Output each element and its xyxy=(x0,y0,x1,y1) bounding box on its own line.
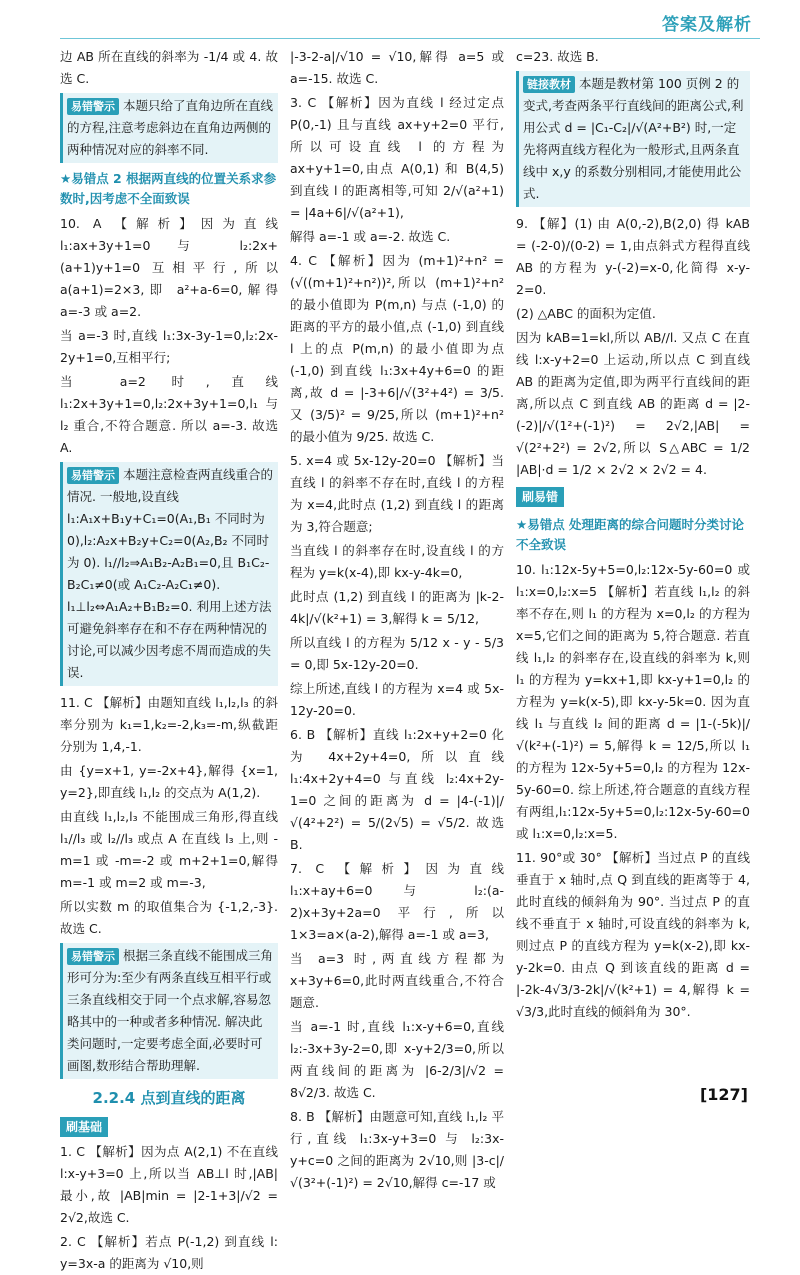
solution-paragraph: 3. C 【解析】因为直线 l 经过定点 P(0,-1) 且与直线 ax+y+2=0 平行,所以可设直线 l 的方程为 ax+y+1=0,由点 A(0,1) 和 B(4,5) 到直线 l 的距离相等,可知 2/√(a²+1) = |4a+6|/√(a²+1), xyxy=(290,95,504,220)
solution-paragraph: 当直线 l 的斜率存在时,设直线 l 的方程为 y=k(x-4),即 kx-y-4k=0, xyxy=(290,543,504,580)
tip-text: 本题注意检查两直线重合的情况. 一般地,设直线 l₁:A₁x+B₁y+C₁=0(A₁,B₁ 不同时为 0),l₂:A₂x+B₂y+C₂=0(A₂,B₂ 不同时为 0). l₁//l₂⇒A₁B₂-A₂B₁=0,且 B₁C₂-B₂C₁≠0(或 A₁C₂-A₂C₁≠0). l₁⊥l₂⇔A₁A₂+B₁B₂=0. 利用上述方法可避免斜率存在和不存在两种情况的讨论,可以减少因考虑不周而造成的失误. xyxy=(67,467,274,680)
solution-paragraph: 边 AB 所在直线的斜率为 -1/4 或 4. 故选 C. xyxy=(60,49,278,86)
error-point-heading: ★易错点 处理距离的综合问题时分类讨论不全致误 xyxy=(516,517,745,552)
tip-label: 易错警示 xyxy=(67,948,119,965)
solution-paragraph: 当 a=-1 时,直线 l₁:x-y+6=0,直线 l₂:-3x+3y-2=0,即 x-y+2/3=0,所以两直线间的距离为 |6-2/3|/√2 = 8√2/3. 故选 C. xyxy=(290,1019,504,1100)
tip-text: 本题只给了直角边所在直线的方程,注意考虑斜边在直角边两侧的两种情况对应的斜率不同. xyxy=(67,98,274,157)
tip-box xyxy=(60,943,278,1079)
solution-paragraph: |-3-2-a|/√10 = √10,解得 a=5 或 a=-15. 故选 C. xyxy=(290,49,504,86)
column-3 xyxy=(516,46,750,1060)
solution-paragraph: 当 a=2 时,直线 l₁:2x+3y+1=0,l₂:2x+3y+1=0,l₁ 与 l₂ 重合,不符合题意. 所以 a=-3. 故选 A. xyxy=(60,374,278,455)
solution-paragraph: 所以实数 m 的取值集合为 {-1,2,-3}. 故选 C. xyxy=(60,899,278,936)
solution-paragraph: 10. A 【解析】因为直线 l₁:ax+3y+1=0 与 l₂:2x+(a+1)y+1=0 互相平行,所以 a(a+1)=2×3,即 a²+a-6=0,解得 a=-3 或 a=2. xyxy=(60,216,278,319)
category-tag: 刷易错 xyxy=(516,487,564,507)
solution-paragraph: 因为 kAB=1=kl,所以 AB//l. 又点 C 在直线 l:x-y+2=0 上运动,所以点 C 到直线 AB 的距离为定值,即为两平行直线间的距离,所以点 C 到直线 AB 的距离 d = |2-(-2)|/√(1²+(-1)²) = 2√2,|AB| = √(2²+2²) = 2√2,所以 S△ABC = 1/2 |AB|·d = 1/2 × 2√2 × 2√2 = 4. xyxy=(516,330,750,477)
solution-paragraph: 由直线 l₁,l₂,l₃ 不能围成三角形,得直线 l₁//l₃ 或 l₂//l₃ 或点 A 在直线 l₃ 上,则 -m=1 或 -m=-2 或 m+2+1=0,解得 m=-1 或 m=2 或 m=-3, xyxy=(60,809,278,890)
category-tag: 刷基础 xyxy=(60,1117,108,1137)
solution-paragraph: 11. C 【解析】由题知直线 l₁,l₂,l₃ 的斜率分别为 k₁=1,k₂=-2,k₃=-m,纵截距分别为 1,4,-1. xyxy=(60,695,278,754)
solution-paragraph: 10. l₁:12x-5y+5=0,l₂:12x-5y-60=0 或 l₁:x=0,l₂:x=5 【解析】若直线 l₁,l₂ 的斜率不存在,则 l₁ 的方程为 x=0,l₂ 的方程为 x=5,它们之间的距离为 5,符合题意. 若直线 l₁,l₂ 的斜率存在,设直线的斜率为 k,则 l₁ 的方程为 y=kx+1,即 kx-y+1=0,l₂ 的方程为 y=k(x-5),即 kx-y-5k=0. 因为直线 l₁ 与直线 l₂ 间的距离 d = |1-(-5k)|/√(k²+(-1)²) = 5,解得 k = 12/5,所以 l₁ 的方程为 12x-5y+5=0,l₂ 的方程为 12x-5y-60=0. 综上所述,符合题意的直线方程有两组,l₁:12x-5y+5=0,l₂:12x-5y-60=0 或 l₁:x=0,l₂:x=5. xyxy=(516,562,750,841)
page-number: [127] xyxy=(699,1085,748,1104)
tip-box xyxy=(60,93,278,163)
section-title: 2.2.4 点到直线的距离 xyxy=(92,1089,246,1107)
solution-paragraph: 此时点 (1,2) 到直线 l 的距离为 |k-2-4k|/√(k²+1) = 3,解得 k = 5/12, xyxy=(290,589,504,626)
column-1 xyxy=(60,46,278,1271)
solution-paragraph: c=23. 故选 B. xyxy=(516,49,599,64)
solution-paragraph: 由 {y=x+1, y=-2x+4},解得 {x=1, y=2},即直线 l₁,l₂ 的交点为 A(1,2). xyxy=(60,763,278,800)
solution-paragraph: 8. B 【解析】由题意可知,直线 l₁,l₂ 平行,直线 l₁:3x-y+3=0 与 l₂:3x-y+c=0 之间的距离为 2√10,则 |3-c|/√(3²+(-1)²) = 2√10,解得 c=-17 或 xyxy=(290,1109,504,1190)
solution-paragraph: 5. x=4 或 5x-12y-20=0 【解析】当直线 l 的斜率不存在时,直线 l 的方程为 x=4,此时点 (1,2) 到直线 l 的距离为 3,符合题意; xyxy=(290,453,504,534)
solution-paragraph: 2. C 【解析】若点 P(-1,2) 到直线 l: y=3x-a 的距离为 √10,则 xyxy=(60,1234,278,1271)
solution-paragraph: 解得 a=-1 或 a=-2. 故选 C. xyxy=(290,229,451,244)
solution-paragraph: (2) △ABC 的面积为定值. xyxy=(516,306,656,321)
header-divider xyxy=(60,38,760,39)
tip-label: 易错警示 xyxy=(67,98,119,115)
tip-label: 易错警示 xyxy=(67,467,119,484)
tip-text: 本题是教材第 100 页例 2 的变式,考查两条平行直线间的距离公式,利用公式 d = |C₁-C₂|/√(A²+B²) 时,一定先将两直线方程化为一般形式,且两条直线中 x,y 的系数分别相同,才能使用此公式. xyxy=(523,76,744,201)
solution-paragraph: 11. 90°或 30° 【解析】当过点 P 的直线垂直于 x 轴时,点 Q 到直线的距离等于 4,此时直线的倾斜角为 90°. 当过点 P 的直线不垂直于 x 轴时,可设直线的斜率为 k,则过点 P 的直线方程为 y=k(x-2),即 kx-y-2k=0. 由点 Q 到该直线的距离 d = |-2k-4√3/3-2k|/√(k²+1) = 4,解得 k = √3/3,此时直线的倾斜角为 30°. xyxy=(516,850,750,1019)
solution-paragraph: 综上所述,直线 l 的方程为 x=4 或 5x-12y-20=0. xyxy=(290,681,504,718)
error-point-heading: ★易错点 2 根据两直线的位置关系求参数时,因考虑不全面致误 xyxy=(60,171,277,206)
tip-label: 链接教材 xyxy=(523,76,575,93)
solution-paragraph: 1. C 【解析】因为点 A(2,1) 不在直线 l:x-y+3=0 上,所以当 AB⊥l 时,|AB| 最小,故 |AB|min = |2-1+3|/√2 = 2√2,故选 C. xyxy=(60,1144,278,1225)
solution-paragraph: 当 a=3 时,两直线方程都为 x+3y+6=0,此时两直线重合,不符合题意. xyxy=(290,951,504,1010)
column-2 xyxy=(290,46,504,1190)
tip-box xyxy=(60,462,278,686)
solution-paragraph: 9. 【解】(1) 由 A(0,-2),B(2,0) 得 kAB = (-2-0)/(0-2) = 1,由点斜式方程得直线 AB 的方程为 y-(-2)=x-0,化简得 x-y-2=0. xyxy=(516,216,750,297)
solution-paragraph: 7. C 【解析】因为直线 l₁:x+ay+6=0 与 l₂:(a-2)x+3y+2a=0 平行,所以 1×3=a×(a-2),解得 a=-1 或 a=3, xyxy=(290,861,504,942)
tip-text: 根据三条直线不能围成三角形可分为:至少有两条直线互相平行或三条直线相交于同一个点求解,容易忽略其中的一种或者多种情况. 解决此类问题时,一定要考虑全面,必要时可画图,数形结合帮助理解. xyxy=(67,948,274,1073)
solution-paragraph: 所以直线 l 的方程为 5/12 x - y - 5/3 = 0,即 5x-12y-20=0. xyxy=(290,635,504,672)
tip-box xyxy=(516,71,750,207)
solution-paragraph: 当 a=-3 时,直线 l₁:3x-3y-1=0,l₂:2x-2y+1=0,互相平行; xyxy=(60,328,278,365)
header-title: 答案及解析 xyxy=(662,15,752,35)
solution-paragraph: 6. B 【解析】直线 l₁:2x+y+2=0 化为 4x+2y+4=0,所以直线 l₁:4x+2y+4=0 与直线 l₂:4x+2y-1=0 之间的距离为 d = |4-(-1)|/√(4²+2²) = 5/(2√5) = √5/2. 故选 B. xyxy=(290,727,504,852)
solution-paragraph: 4. C 【解析】因为 (m+1)²+n² = (√((m+1)²+n²))²,所以 (m+1)²+n² 的最小值即为 P(m,n) 与点 (-1,0) 的距离的平方的最小值,点 (-1,0) 到直线 l 上的点 P(m,n) 的最小值即为点 (-1,0) 到直线 l₁:3x+4y+6=0 的距离,故 d = |-3+6|/√(3²+4²) = 3/5. 又 (3/5)² = 9/25,所以 (m+1)²+n² 的最小值为 9/25. 故选 C. xyxy=(290,253,504,444)
